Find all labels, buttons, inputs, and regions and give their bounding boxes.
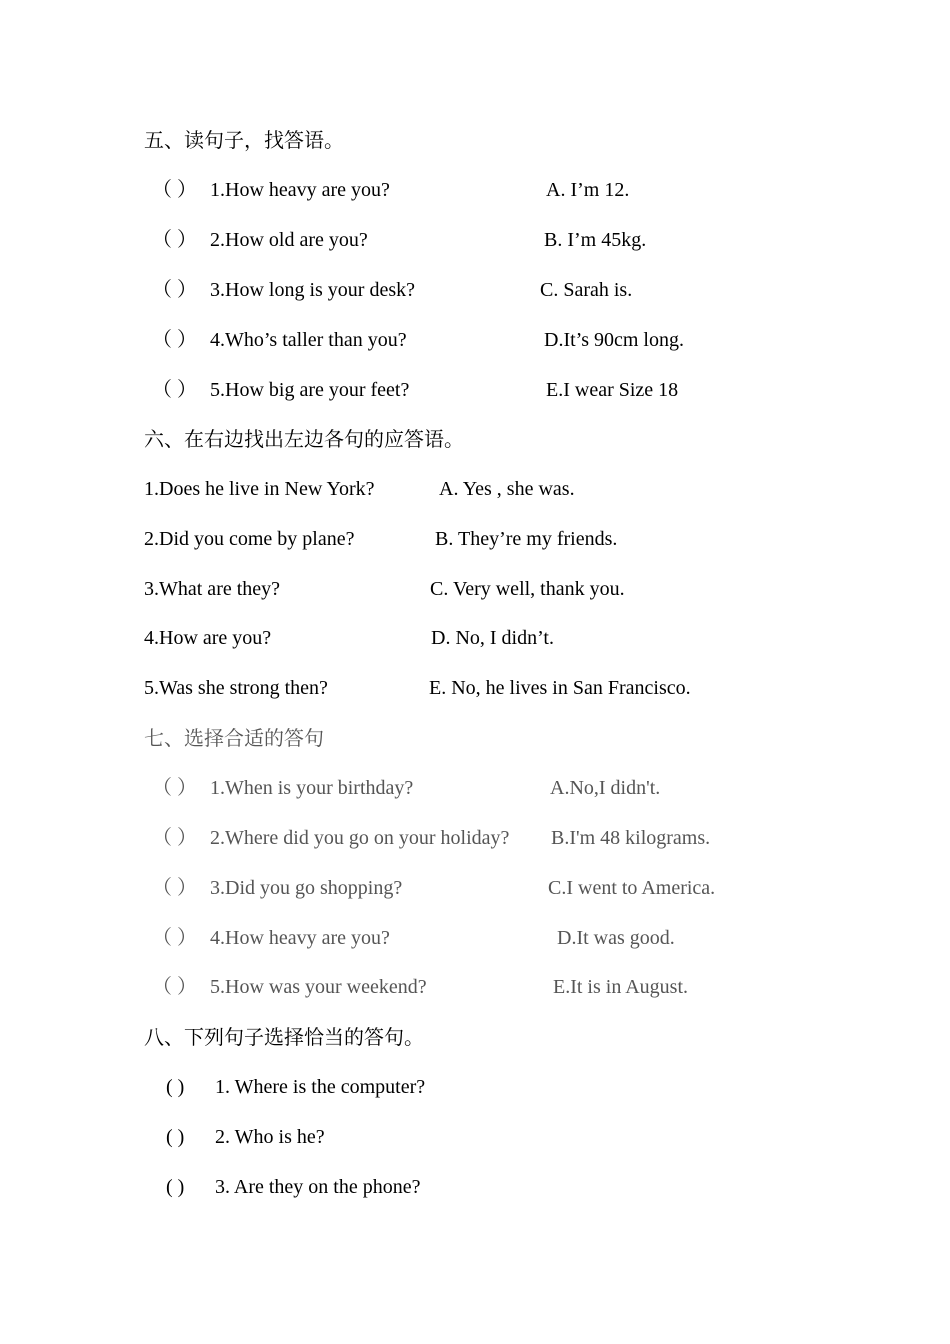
answer-blank[interactable]: ( ) [166,1126,185,1148]
answer-text: A. Yes , she was. [439,478,575,500]
section5-row-3 [152,277,712,303]
section8-title: 八、下列句子选择恰当的答句。 [144,1025,424,1049]
question-text: 2.Did you come by plane? [144,528,355,550]
answer-text: C. Sarah is. [540,279,633,301]
answer-blank[interactable]: （ ） [152,229,197,251]
question-text: 3.How long is your desk? [210,279,415,301]
section5-row-1 [152,177,712,203]
question-text: 2.Where did you go on your holiday? [210,827,510,849]
section6-row-1 [144,476,744,502]
section7-row-3 [152,875,752,901]
question-text: 4.How heavy are you? [210,927,390,949]
question-text: 1.When is your birthday? [210,777,414,799]
section6-title: 六、在右边找出左边各句的应答语。 [144,427,464,451]
section6-row-2 [144,526,744,552]
answer-text: B. I’m 45kg. [544,229,647,251]
answer-blank[interactable]: （ ） [152,976,197,998]
answer-blank[interactable]: （ ） [152,877,197,899]
question-text: 5.Was she strong then? [144,677,328,699]
answer-text: D.It’s 90cm long. [544,329,684,351]
question-text: 5.How was your weekend? [210,976,427,998]
answer-text: E. No, he lives in San Francisco. [429,677,691,699]
answer-text: B. They’re my friends. [435,528,618,550]
answer-text: E.It is in August. [553,976,689,998]
question-text: 2. Who is he? [215,1126,325,1148]
answer-blank[interactable]: （ ） [152,379,197,401]
answer-text: A.No,I didn't. [550,777,661,799]
answer-blank[interactable]: （ ） [152,279,197,301]
section5-title: 五、读句子，找答语。 [144,128,344,152]
answer-text: C. Very well, thank you. [430,578,625,600]
answer-text: E.I wear Size 18 [546,379,679,401]
answer-blank[interactable]: （ ） [152,777,197,799]
answer-blank[interactable]: （ ） [152,827,197,849]
section5-row-2 [152,227,712,253]
question-text: 1. Where is the computer? [215,1076,426,1098]
question-text: 4.How are you? [144,627,272,649]
question-text: 3.What are they? [144,578,281,600]
question-text: 3.Did you go shopping? [210,877,403,899]
section8-row-3 [166,1174,566,1200]
section5-row-5 [152,377,712,403]
question-text: 5.How big are your feet? [210,379,410,401]
question-text: 3. Are they on the phone? [215,1176,421,1198]
section6-row-3 [144,576,744,602]
answer-text: C.I went to America. [548,877,716,899]
section7-row-5 [152,974,752,1000]
section6-row-4 [144,625,744,651]
question-text: 1.Does he live in New York? [144,478,375,500]
section6-row-5 [144,675,744,701]
question-text: 4.Who’s taller than you? [210,329,407,351]
section7-row-4 [152,925,752,951]
answer-blank[interactable]: （ ） [152,179,197,201]
answer-blank[interactable]: ( ) [166,1176,185,1198]
answer-text: B.I'm 48 kilograms. [551,827,711,849]
question-text: 1.How heavy are you? [210,179,390,201]
section7-title: 七、选择合适的答句 [144,726,324,750]
question-text: 2.How old are you? [210,229,368,251]
section7-row-1 [152,775,752,801]
answer-text: A. I’m 12. [546,179,630,201]
answer-blank[interactable]: （ ） [152,329,197,351]
section7-row-2 [152,825,752,851]
section8-row-1 [166,1074,566,1100]
section8-row-2 [166,1124,566,1150]
answer-text: D.It was good. [557,927,675,949]
answer-blank[interactable]: ( ) [166,1076,185,1098]
answer-blank[interactable]: （ ） [152,927,197,949]
answer-text: D. No, I didn’t. [431,627,554,649]
section5-row-4 [152,327,712,353]
